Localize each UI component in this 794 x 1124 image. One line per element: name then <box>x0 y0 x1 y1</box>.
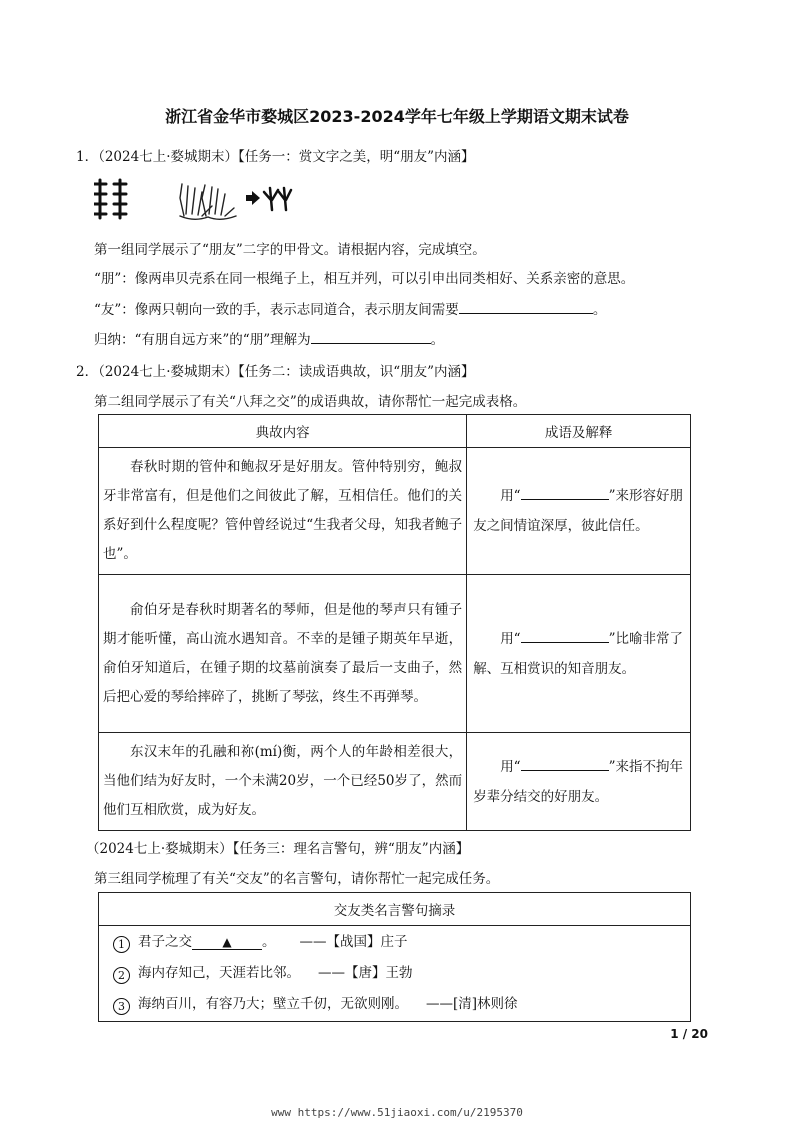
idiom-table <box>98 414 691 831</box>
idiom-answer-blank-3[interactable] <box>521 756 609 771</box>
q1-intro: 第一组同学展示了“朋友”二字的甲骨文。请根据内容，完成填空。 <box>94 242 486 258</box>
quote-number-3: 3 <box>113 998 130 1015</box>
q1-task: 【任务一：赏文字之美，明“朋友”内涵】 <box>238 149 475 165</box>
q1-you-explanation <box>94 298 606 318</box>
oracle-peng-glyph <box>94 180 126 218</box>
quote-3-text: 海纳百川，有容乃大；壁立千仞，无欲则刚。 <box>138 996 408 1012</box>
table-row <box>99 575 691 733</box>
q1-summary-suffix: 。 <box>430 332 445 348</box>
footer-watermark: www https://www.51jiaoxi.com/u/2195370 <box>271 1106 523 1119</box>
oracle-you-glyph <box>264 188 291 210</box>
two-hands-drawing <box>180 184 236 219</box>
quote-number-2: 2 <box>113 967 130 984</box>
idiom-prefix: 用“ <box>500 488 521 504</box>
idiom-prefix: 用“ <box>500 630 521 647</box>
quote-item-1 <box>99 927 690 958</box>
oracle-bone-characters-image <box>94 176 294 222</box>
table-row <box>99 733 691 831</box>
page-title: 浙江省金华市婺城区2023-2024学年七年级上学期语文期末试卷 <box>165 107 629 126</box>
quote-answer-blank[interactable] <box>192 935 262 950</box>
idiom-answer-cell <box>467 575 691 733</box>
quote-1-suffix: 。 <box>262 934 276 950</box>
q1-summary-text: 归纳：“有朋自远方来”的“朋”理解为 <box>94 332 311 348</box>
idiom-answer-blank-2[interactable] <box>521 628 609 643</box>
story-boya-ziqi: 俞伯牙是春秋时期著名的琴师，但是他的琴声只有锺子期才能听懂，高山流水遇知音。不幸的是锺子期英年早逝，俞伯牙知道后，在锺子期的坟墓前演奏了最后一支曲子，然后把心爱的琴给摔碎了，挑断了琴弦，终生不再弹琴。 <box>99 575 467 733</box>
q2-source: （2024七上·婺城期末） <box>98 364 238 380</box>
q2-number: 2． <box>76 364 99 380</box>
quote-2-text: 海内存知己，天涯若比邻。 <box>138 965 300 981</box>
quote-item-2 <box>99 958 690 989</box>
quote-1-author: ——【战国】庄子 <box>299 934 408 950</box>
idiom-answer-cell <box>467 448 691 575</box>
idiom-answer-cell <box>467 733 691 831</box>
q3-task: 【任务三：理名言警句，辨“朋友”内涵】 <box>232 841 470 857</box>
idiom-answer-blank-1[interactable] <box>521 485 609 500</box>
q1-you-answer-blank[interactable] <box>459 299 593 314</box>
q1-summary-answer-blank[interactable] <box>311 329 431 344</box>
q1-you-suffix: 。 <box>592 302 607 318</box>
arrow-right-icon <box>246 191 260 205</box>
quote-1-text: 君子之交 <box>138 934 192 950</box>
table-row <box>99 448 691 575</box>
page-number: 1 / 20 <box>670 1027 708 1041</box>
idiom-explanation: ”来形容好朋友之间情谊深厚，彼此信任。 <box>473 488 683 534</box>
q1-you-text: “友”：像两只朝向一致的手，表示志同道合，表示朋友间需要 <box>94 302 459 318</box>
idiom-explanation: ”来指不拘年岁辈分结交的好朋友。 <box>473 758 683 805</box>
q3-source: （2024七上·婺城期末） <box>86 841 233 857</box>
col-header-idiom: 成语及解释 <box>467 415 691 448</box>
q3-header <box>86 837 469 857</box>
quotes-table <box>98 892 691 1022</box>
idiom-table-header-row <box>99 415 691 448</box>
quotes-table-title: 交友类名言警句摘录 <box>99 893 691 926</box>
quote-item-3 <box>99 989 690 1020</box>
col-header-story: 典故内容 <box>99 415 467 448</box>
q1-peng-explanation: “朋”：像两串贝壳系在同一根绳子上，相互并列，可以引申出同类相好、关系亲密的意思。 <box>94 271 635 287</box>
quote-number-1: 1 <box>113 936 130 953</box>
idiom-prefix: 用“ <box>500 758 521 775</box>
triangle-marker-icon: ▲ <box>222 935 232 949</box>
story-kongrong-miheng: 东汉末年的孔融和祢(mí)衡，两个人的年龄相差很大，当他们结为好友时，一个未满20岁，一个已经50岁了，然而他们互相欣赏，成为好友。 <box>99 733 467 831</box>
quote-2-author: ——【唐】王勃 <box>318 965 413 981</box>
story-guan-bao: 春秋时期的管仲和鲍叔牙是好朋友。管仲特别穷，鲍叔牙非常富有，但是他们之间彼此了解，互相信任。他们的关系好到什么程度呢？管仲曾经说过“生我者父母，知我者鲍子也”。 <box>99 448 467 575</box>
q2-intro: 第二组同学展示了有关“八拜之交”的成语典故，请你帮忙一起完成表格。 <box>94 394 527 410</box>
q1-source: （2024七上·婺城期末） <box>98 149 238 165</box>
q1-number: 1． <box>76 149 99 165</box>
quotes-list <box>99 926 691 1022</box>
q1-summary <box>94 328 444 348</box>
idiom-explanation: ”比喻非常了解、互相赏识的知音朋友。 <box>473 630 683 677</box>
q2-task: 【任务二：读成语典故，识“朋友”内涵】 <box>238 364 475 380</box>
q2-header <box>76 360 475 380</box>
q1-header <box>76 145 475 165</box>
quote-3-author: ——[清]林则徐 <box>426 996 518 1012</box>
q3-intro: 第三组同学梳理了有关“交友”的名言警句，请你帮忙一起完成任务。 <box>94 871 500 887</box>
